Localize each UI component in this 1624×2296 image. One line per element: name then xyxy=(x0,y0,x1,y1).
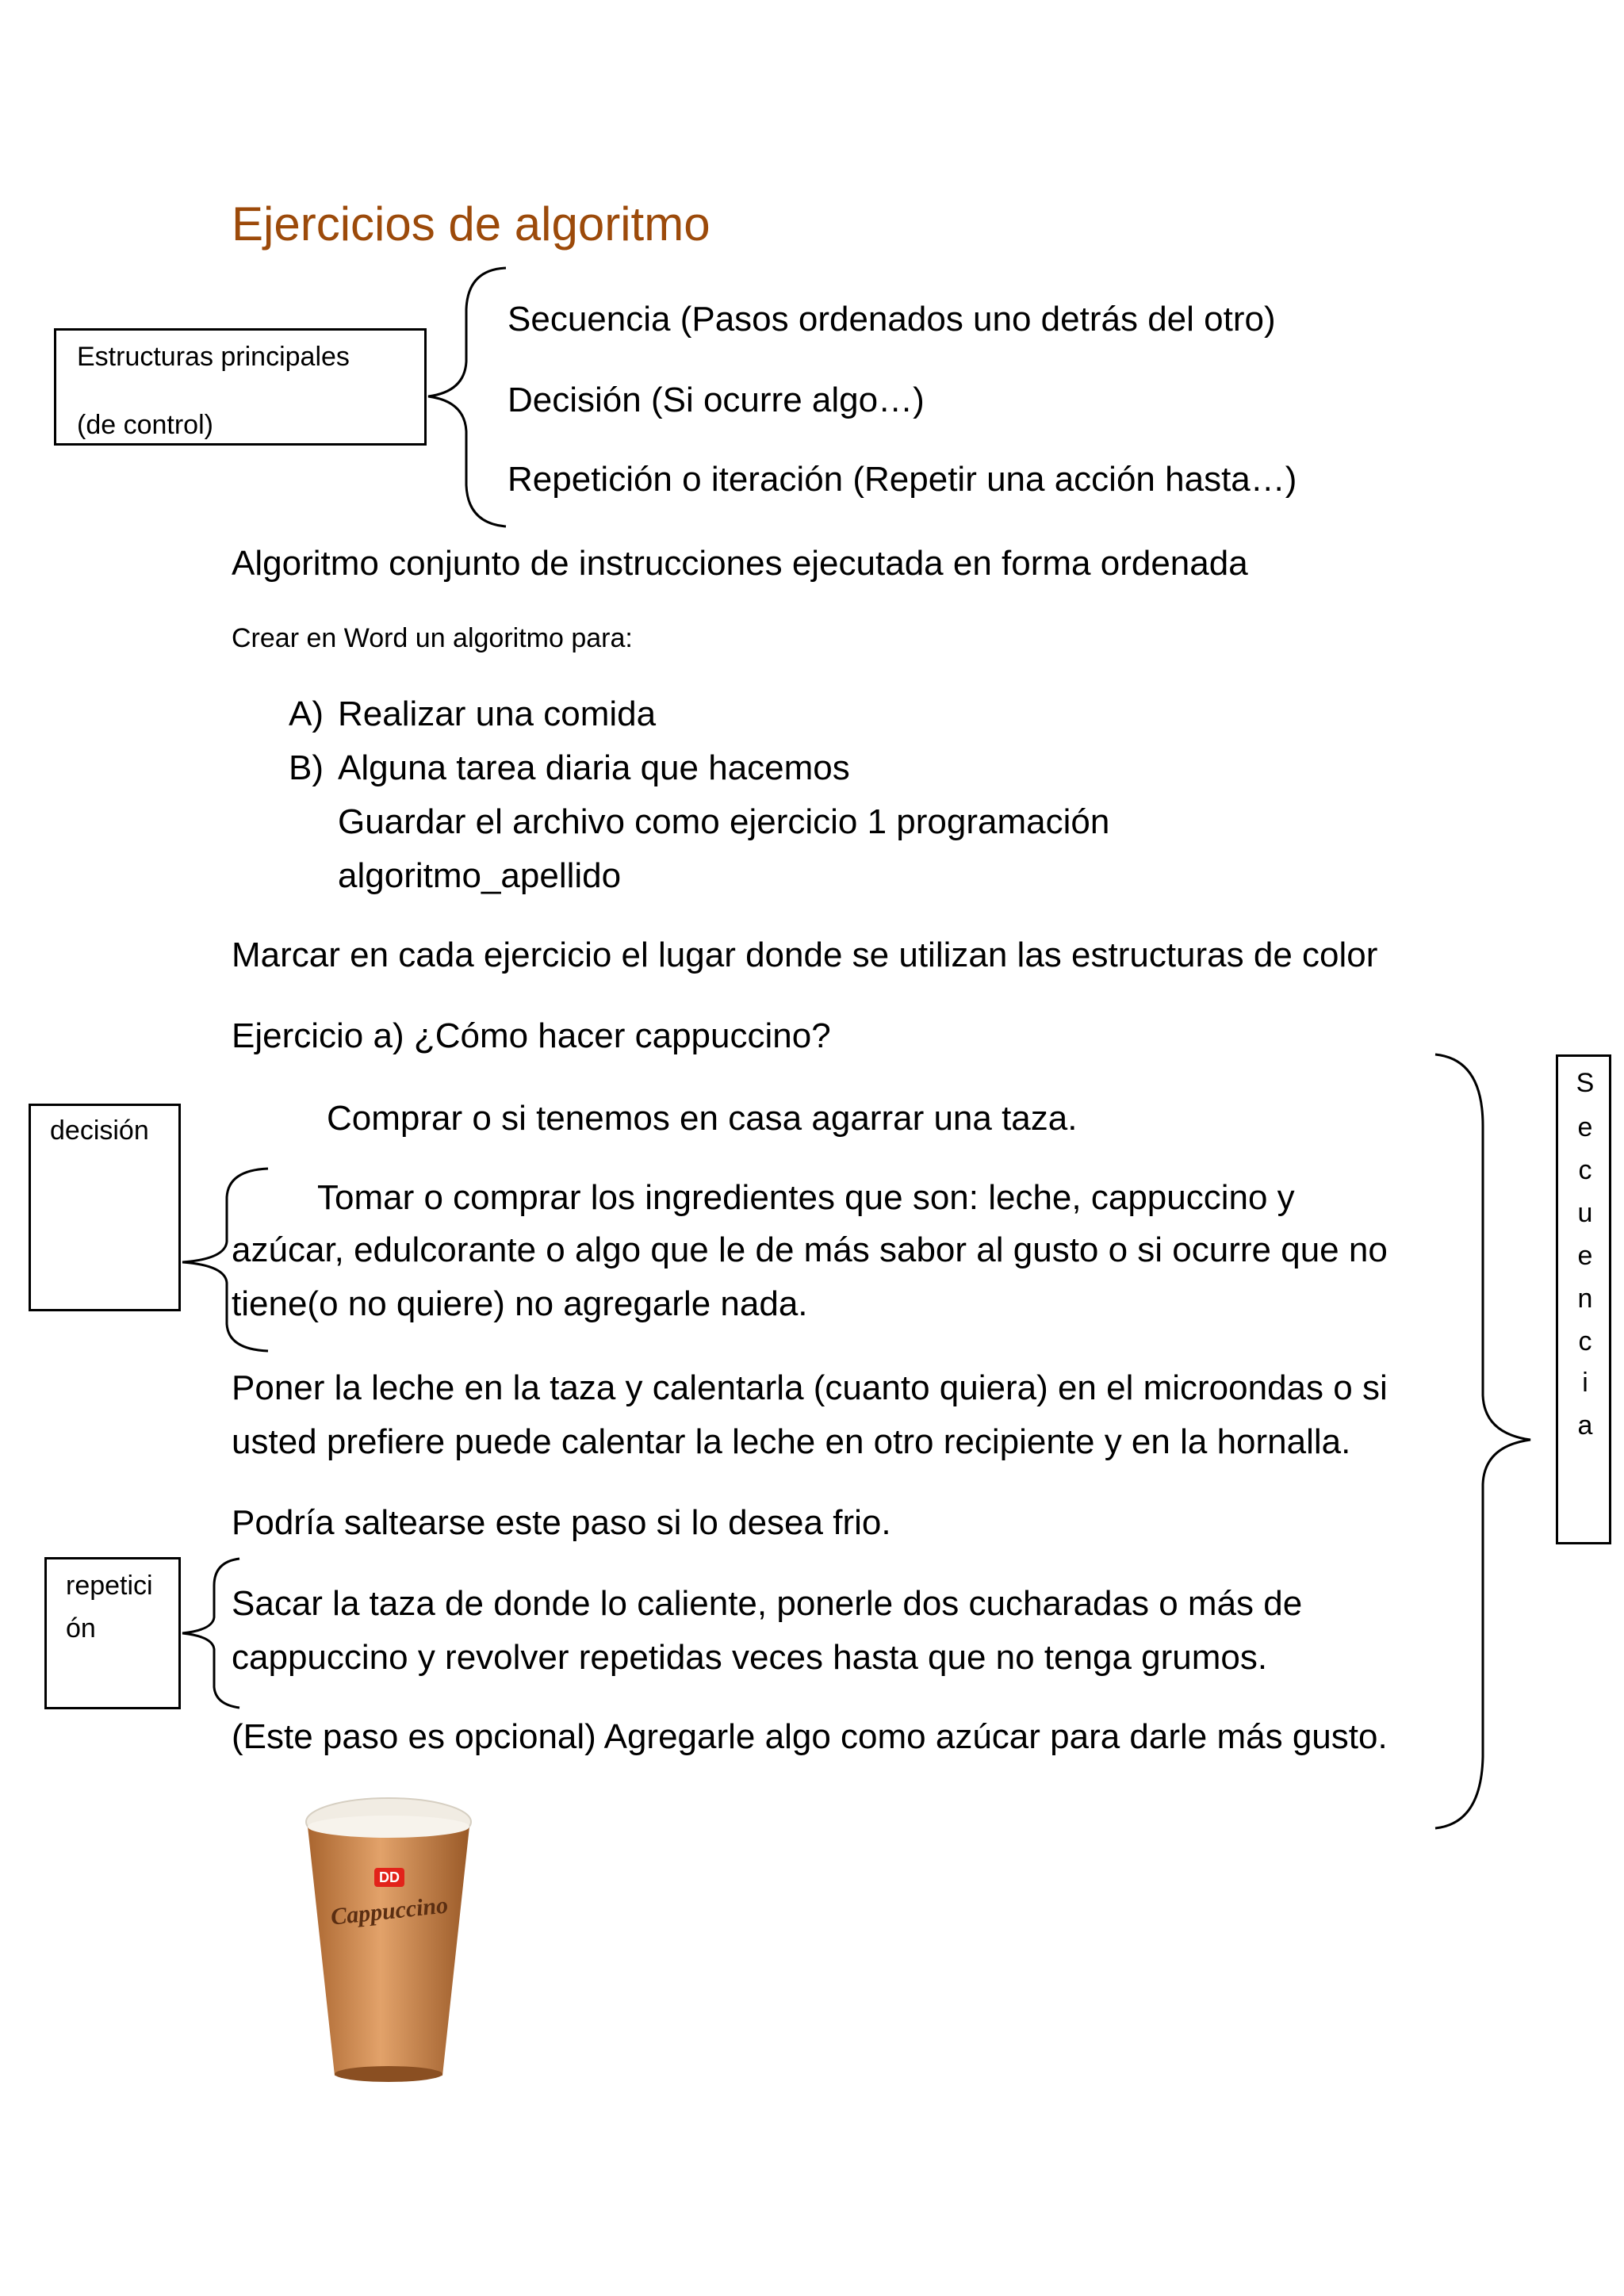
repetition-box xyxy=(44,1557,181,1709)
step-2-line2: azúcar, edulcorante o algo que le de más sabor al gusto o si ocurre que no xyxy=(232,1230,1388,1269)
step-2-line1: Tomar o comprar los ingredientes que son: leche, cappuccino y xyxy=(317,1178,1295,1217)
sequence-letter: n xyxy=(1577,1284,1593,1314)
sequence-letter: c xyxy=(1578,1155,1592,1185)
structures-brace xyxy=(428,268,506,526)
cup-logo: DD xyxy=(379,1869,400,1885)
sequence-letter: c xyxy=(1578,1326,1592,1357)
sequence-box xyxy=(1556,1054,1611,1544)
repetition-label-line1: repetici xyxy=(66,1571,153,1601)
structures-box-line2: (de control) xyxy=(77,410,213,440)
algorithm-definition: Algoritmo conjunto de instrucciones ejecutada en forma ordenada xyxy=(232,544,1248,583)
repetition-brace xyxy=(182,1559,239,1708)
list-marker-a: A) xyxy=(289,695,324,733)
structure-repetition: Repetición o iteración (Repetir una acción hasta…) xyxy=(508,460,1297,499)
sequence-letter: e xyxy=(1577,1241,1593,1271)
sequence-brace xyxy=(1435,1054,1530,1828)
structure-sequence: Secuencia (Pasos ordenados uno detrás del otro) xyxy=(508,300,1276,339)
list-item-b: Alguna tarea diaria que hacemos xyxy=(338,748,850,787)
sequence-letter: i xyxy=(1582,1368,1588,1398)
sequence-letter: S xyxy=(1576,1068,1595,1098)
list-item-b-line3: algoritmo_apellido xyxy=(338,856,622,895)
step-4: Podría saltearse este paso si lo desea frio. xyxy=(232,1503,891,1542)
cup-brand: Cappuccino xyxy=(329,1892,450,1931)
step-2-line3: tiene(o no quiere) no agregarle nada. xyxy=(232,1284,808,1323)
structures-box-line1: Estructuras principales xyxy=(77,342,350,372)
exercise-title: Ejercicio a) ¿Cómo hacer cappuccino? xyxy=(232,1016,831,1055)
structures-box xyxy=(54,328,427,446)
list-item-b-line2: Guardar el archivo como ejercicio 1 programación xyxy=(338,802,1110,841)
step-6: (Este paso es opcional) Agregarle algo como azúcar para darle más gusto. xyxy=(232,1717,1388,1756)
step-5-line2: cappuccino y revolver repetidas veces hasta que no tenga grumos. xyxy=(232,1638,1268,1677)
decision-box xyxy=(29,1104,181,1311)
sequence-letter: a xyxy=(1577,1410,1593,1441)
sequence-letter: e xyxy=(1577,1112,1593,1142)
page-title: Ejercicios de algoritmo xyxy=(232,197,710,251)
repetition-label-line2: ón xyxy=(66,1613,96,1644)
structure-decision: Decisión (Si ocurre algo…) xyxy=(508,381,925,419)
mark-instruction: Marcar en cada ejercicio el lugar donde se utilizan las estructuras de color xyxy=(232,936,1378,974)
word-instruction: Crear en Word un algoritmo para: xyxy=(232,623,633,653)
decision-label: decisión xyxy=(50,1115,149,1146)
list-item-a: Realizar una comida xyxy=(338,695,657,733)
step-5-line1: Sacar la taza de donde lo caliente, ponerle dos cucharadas o más de xyxy=(232,1584,1303,1623)
sequence-letter: u xyxy=(1577,1198,1593,1228)
cappuccino-cup-image xyxy=(301,1792,476,2093)
step-3-line1: Poner la leche en la taza y calentarla (cuanto quiera) en el microondas o si xyxy=(232,1368,1388,1407)
list-marker-b: B) xyxy=(289,748,324,787)
step-3-line2: usted prefiere puede calentar la leche en otro recipiente y en la hornalla. xyxy=(232,1422,1351,1461)
step-1: Comprar o si tenemos en casa agarrar una taza. xyxy=(327,1099,1078,1138)
